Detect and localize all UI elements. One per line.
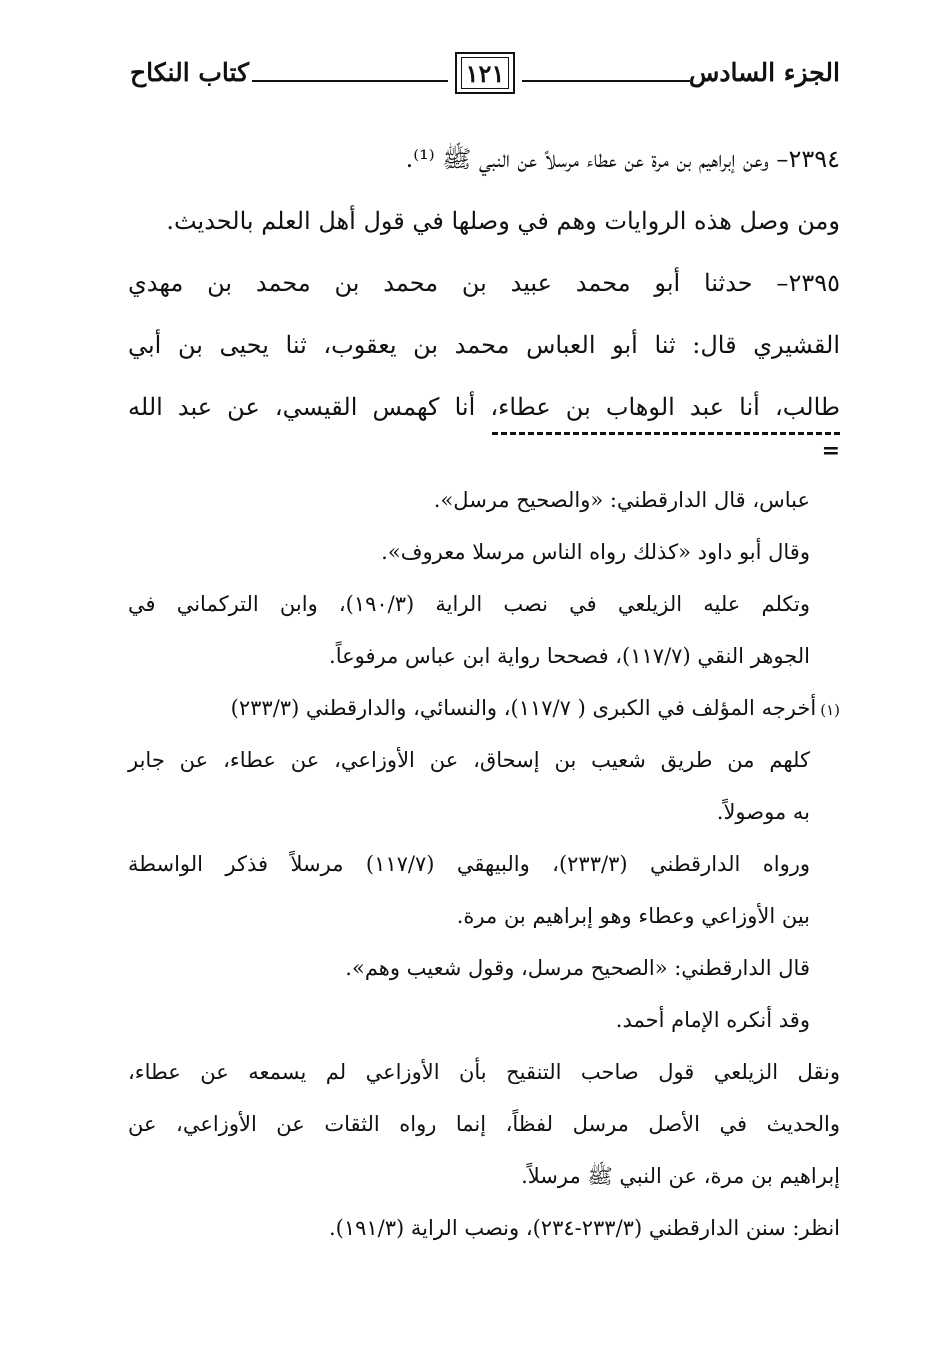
footnote-marker: (١) (820, 701, 840, 719)
page-number: ١٢١ (461, 57, 509, 89)
separator-dashed-line (492, 432, 840, 435)
footnote-continuation-line: الجوهر النقي (١١٧/٧)، فصححا رواية ابن عباس مرفوعاً. (329, 644, 810, 668)
page-number-box (455, 52, 515, 94)
footnote-1-text: أخرجه المؤلف في الكبرى ( ١١٧/٧)، والنسائي، والدارقطني (٢٣٣/٣) (230, 696, 817, 720)
footnote-1-line: به موصولاً. (716, 800, 810, 824)
footnote-1-line: وقد أنكره الإمام أحمد. (615, 1008, 810, 1032)
footnotes (128, 474, 840, 1254)
header-rule-left (252, 80, 448, 82)
footnote-1-line: والحديث في الأصل مرسل لفظاً، إنما رواه الثقات عن الأوزاعي، عن (128, 1112, 840, 1136)
footnote-1-line: بين الأوزاعي وعطاء وهو إبراهيم بن مرة. (456, 904, 810, 928)
footnote-1-line: كلهم من طريق شعيب بن إسحاق، عن الأوزاعي، عن عطاء، عن جابر (128, 748, 810, 772)
footnote-1-line: ونقل الزيلعي قول صاحب التنقيح بأن الأوزاعي لم يسمعه عن عطاء، (128, 1060, 840, 1084)
footnote-continuation-line: وتكلم عليه الزيلعي في نصب الراية (١٩٠/٣)، وابن التركماني في (128, 592, 811, 616)
book-title: كتاب النكاح (130, 58, 249, 87)
main-text-line: القشيري قال: ثنا أبو العباس محمد بن يعقوب، ثنا يحيى بن أبي (128, 331, 840, 359)
continuation-mark: = (821, 438, 840, 464)
footnote-1-line: إبراهيم بن مرة، عن النبي ﷺ مرسلاً. (521, 1164, 840, 1188)
hadith-2394-line: ٢٣٩٤– وعن إبراهيم بن مرة عن عطاء مرسلاً عن النبي ﷺ ⁽¹⁾. (405, 145, 840, 173)
footnote-1-line: انظر: سنن الدارقطني (٢٣٣/٣-٢٣٤)، ونصب الراية (١٩١/٣). (328, 1216, 840, 1240)
hadith-2395-line: ٢٣٩٥– حدثنا أبو محمد عبيد بن محمد بن محمد بن مهدي (128, 269, 840, 297)
header-rule-right (522, 80, 690, 82)
page-header (130, 52, 840, 104)
main-text (128, 128, 840, 438)
footnote-continuation-line: عباس، قال الدارقطني: «والصحيح مرسل». (433, 488, 810, 512)
footnote-separator (492, 428, 840, 464)
footnote-1-line: قال الدارقطني: «الصحيح مرسل، وقول شعيب وهم». (345, 956, 810, 980)
footnote-1-line: ورواه الدارقطني (٢٣٣/٣)، والبيهقي (١١٧/٧) مرسلاً فذكر الواسطة (128, 852, 810, 876)
footnote-continuation-line: وقال أبو داود «كذلك رواه الناس مرسلا معروف». (381, 540, 810, 564)
main-text-line: طالب، أنا عبد الوهاب بن عطاء، أنا كهمس القيسي، عن عبد الله (128, 393, 840, 421)
volume-title: الجزء السادس (688, 58, 840, 87)
footnote-1-first-line (128, 682, 840, 734)
main-text-line: ومن وصل هذه الروايات وهم في وصلها في قول أهل العلم بالحديث. (166, 207, 840, 235)
